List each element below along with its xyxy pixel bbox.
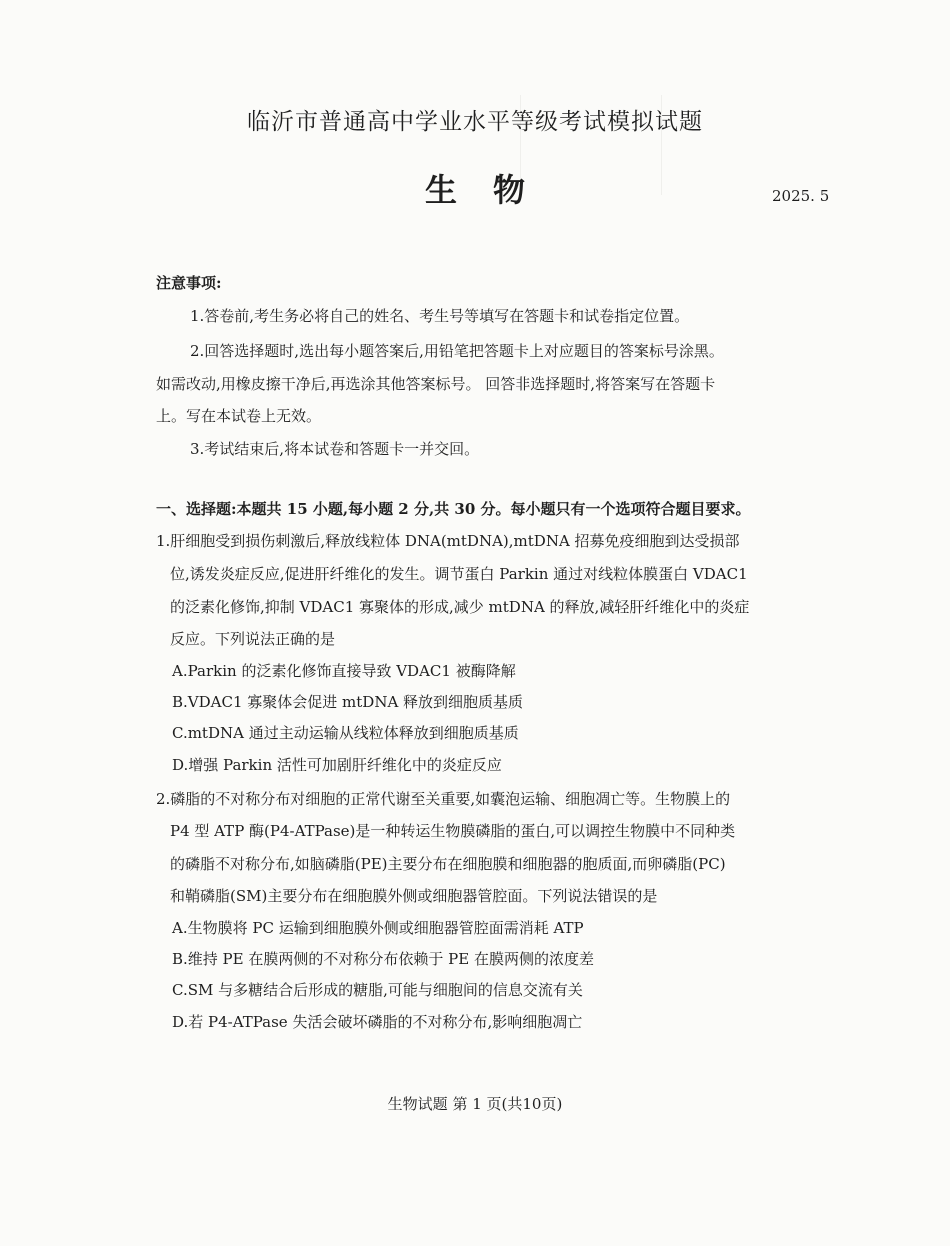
question-1-stem: 1.肝细胞受到损伤刺激后,释放线粒体 DNA(mtDNA),mtDNA 招募免疫细胞到达受损部 xyxy=(156,532,740,550)
question-1-option-c: C.mtDNA 通过主动运输从线粒体释放到细胞质基质 xyxy=(172,724,519,742)
question-1-option-a: A.Parkin 的泛素化修饰直接导致 VDAC1 被酶降解 xyxy=(172,662,516,680)
notice-line: 2.回答选择题时,选出每小题答案后,用铅笔把答题卡上对应题目的答案标号涂黑。 xyxy=(190,342,724,360)
notice-line: 3.考试结束后,将本试卷和答题卡一并交回。 xyxy=(190,440,480,458)
page-footer: 生物试题 第 1 页(共10页) xyxy=(387,1095,563,1113)
notice-line: 上。写在本试卷上无效。 xyxy=(156,407,322,425)
question-1-stem: 的泛素化修饰,抑制 VDAC1 寡聚体的形成,减少 mtDNA 的释放,减轻肝纤维化中的炎症 xyxy=(170,598,750,616)
question-2-option-b: B.维持 PE 在膜两侧的不对称分布依赖于 PE 在膜两侧的浓度差 xyxy=(172,950,594,968)
subject-title: 生物 xyxy=(424,171,561,209)
question-1-stem: 反应。下列说法正确的是 xyxy=(170,630,336,648)
notice-line: 如需改动,用橡皮擦干净后,再选涂其他答案标号。 回答非选择题时,将答案写在答题卡 xyxy=(156,375,716,393)
notice-title: 注意事项: xyxy=(156,274,222,292)
question-1-option-b: B.VDAC1 寡聚体会促进 mtDNA 释放到细胞质基质 xyxy=(172,693,524,711)
question-2-option-a: A.生物膜将 PC 运输到细胞膜外侧或细胞器管腔面需消耗 ATP xyxy=(172,919,584,937)
question-2-stem: 2.磷脂的不对称分布对细胞的正常代谢至关重要,如囊泡运输、细胞凋亡等。生物膜上的 xyxy=(156,790,731,808)
notice-line: 1.答卷前,考生务必将自己的姓名、考生号等填写在答题卡和试卷指定位置。 xyxy=(190,307,690,325)
question-2-option-d: D.若 P4-ATPase 失活会破坏磷脂的不对称分布,影响细胞凋亡 xyxy=(172,1013,583,1031)
section-title: 一、选择题:本题共 15 小题,每小题 2 分,共 30 分。每小题只有一个选项符合题目要求。 xyxy=(156,500,751,518)
question-1-stem: 位,诱发炎症反应,促进肝纤维化的发生。调节蛋白 Parkin 通过对线粒体膜蛋白 VDAC1 xyxy=(170,565,748,583)
question-2-option-c: C.SM 与多糖结合后形成的糖脂,可能与细胞间的信息交流有关 xyxy=(172,981,583,999)
question-2-stem: P4 型 ATP 酶(P4-ATPase)是一种转运生物膜磷脂的蛋白,可以调控生物膜中不同种类 xyxy=(170,822,736,840)
exam-date: 2025. 5 xyxy=(772,187,830,205)
question-1-option-d: D.增强 Parkin 活性可加剧肝纤维化中的炎症反应 xyxy=(172,756,502,774)
question-2-stem: 和鞘磷脂(SM)主要分布在细胞膜外侧或细胞器管腔面。下列说法错误的是 xyxy=(170,887,658,905)
question-2-stem: 的磷脂不对称分布,如脑磷脂(PE)主要分布在细胞膜和细胞器的胞质面,而卵磷脂(PC) xyxy=(170,855,726,873)
exam-title: 临沂市普通高中学业水平等级考试模拟试题 xyxy=(247,109,703,135)
